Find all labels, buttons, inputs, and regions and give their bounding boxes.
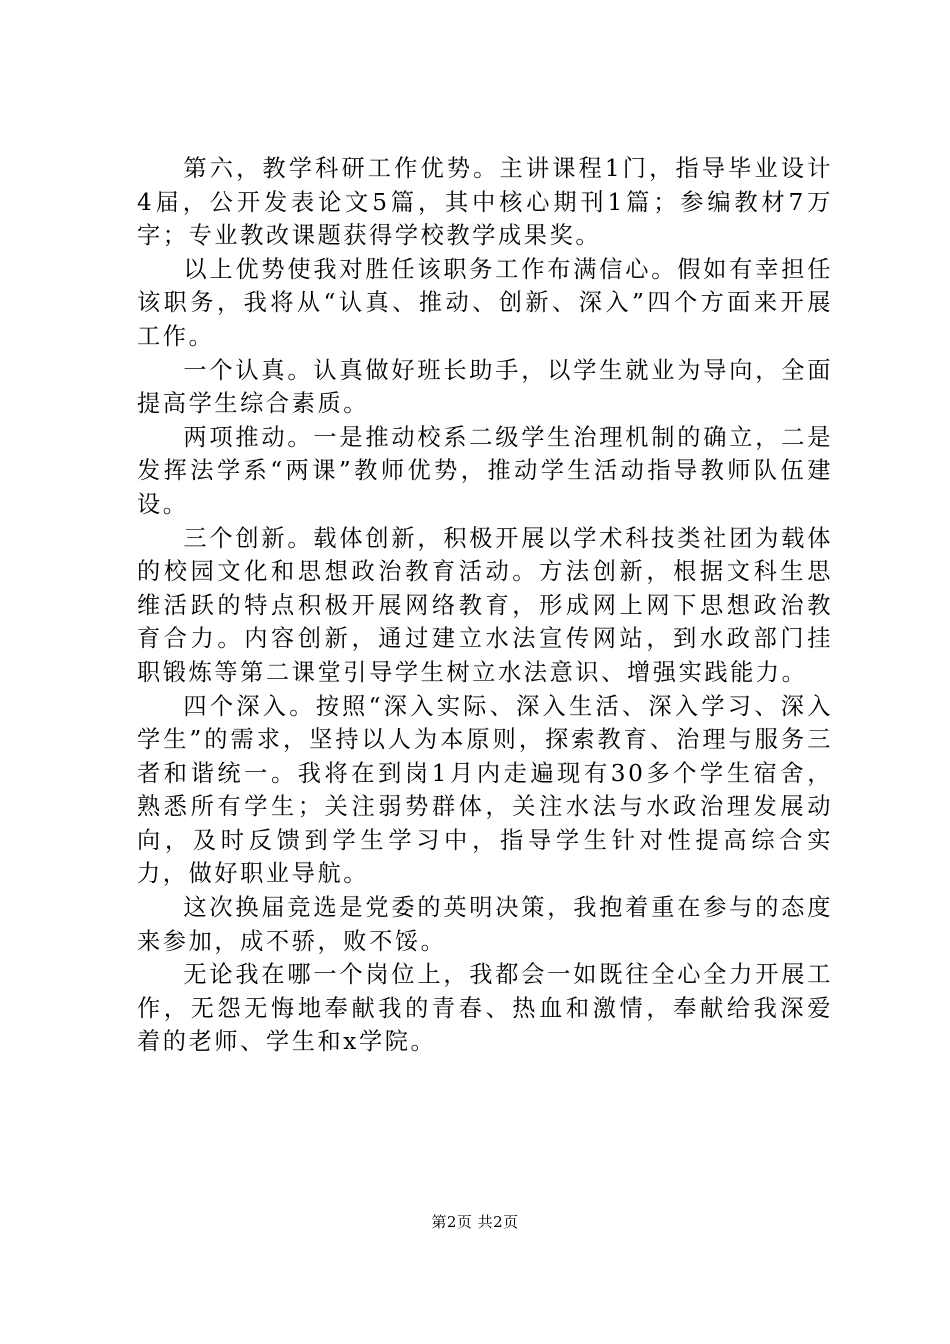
paragraph-closing: 无论我在哪一个岗位上，我都会一如既往全心全力开展工作，无怨无悔地奉献我的青春、热血和激情，奉献给我深爱着的老师、学生和x学院。 xyxy=(137,961,833,1056)
page-number-footer: 第2页 共2页 xyxy=(431,1213,519,1231)
paragraph-four-deepenings: 四个深入。按照“深入实际、深入生活、深入学习、深入学生”的需求，坚持以人为本原则，探索教育、治理与服务三者和谐统一。我将在到岗1月内走遍现有30多个学生宿舍，熟悉所有学生；关注弱势群体，关注水法与水政治理发展动向，及时反馈到学生学习中，指导学生针对性提高综合实力，做好职业导航。 xyxy=(137,692,833,888)
paragraph-teaching-research: 第六，教学科研工作优势。主讲课程1门，指导毕业设计4届，公开发表论文5篇，其中核心期刊1篇；参编教材7万字；专业教改课题获得学校教学成果奖。 xyxy=(137,155,833,250)
document-body xyxy=(137,152,833,1059)
paragraph-three-innovations: 三个创新。载体创新，积极开展以学术科技类社团为载体的校园文化和思想政治教育活动。方法创新，根据文科生思维活跃的特点积极开展网络教育，形成网上网下思想政治教育合力。内容创新，通过建立水法宣传网站，到水政部门挂职锻炼等第二课堂引导学生树立水法意识、增强实践能力。 xyxy=(137,524,833,686)
paragraph-election-attitude: 这次换届竞选是党委的英明决策，我抱着重在参与的态度来参加，成不骄，败不馁。 xyxy=(137,894,833,955)
paragraph-one-diligence: 一个认真。认真做好班长助手，以学生就业为导向，全面提高学生综合素质。 xyxy=(137,356,833,418)
paragraph-confidence: 以上优势使我对胜任该职务工作布满信心。假如有幸担任该职务，我将从“认真、推动、创新、深入”四个方面来开展工作。 xyxy=(137,255,833,350)
paragraph-two-promotions: 两项推动。一是推动校系二级学生治理机制的确立，二是发挥法学系“两课”教师优势，推动学生活动指导教师队伍建设。 xyxy=(137,423,833,518)
